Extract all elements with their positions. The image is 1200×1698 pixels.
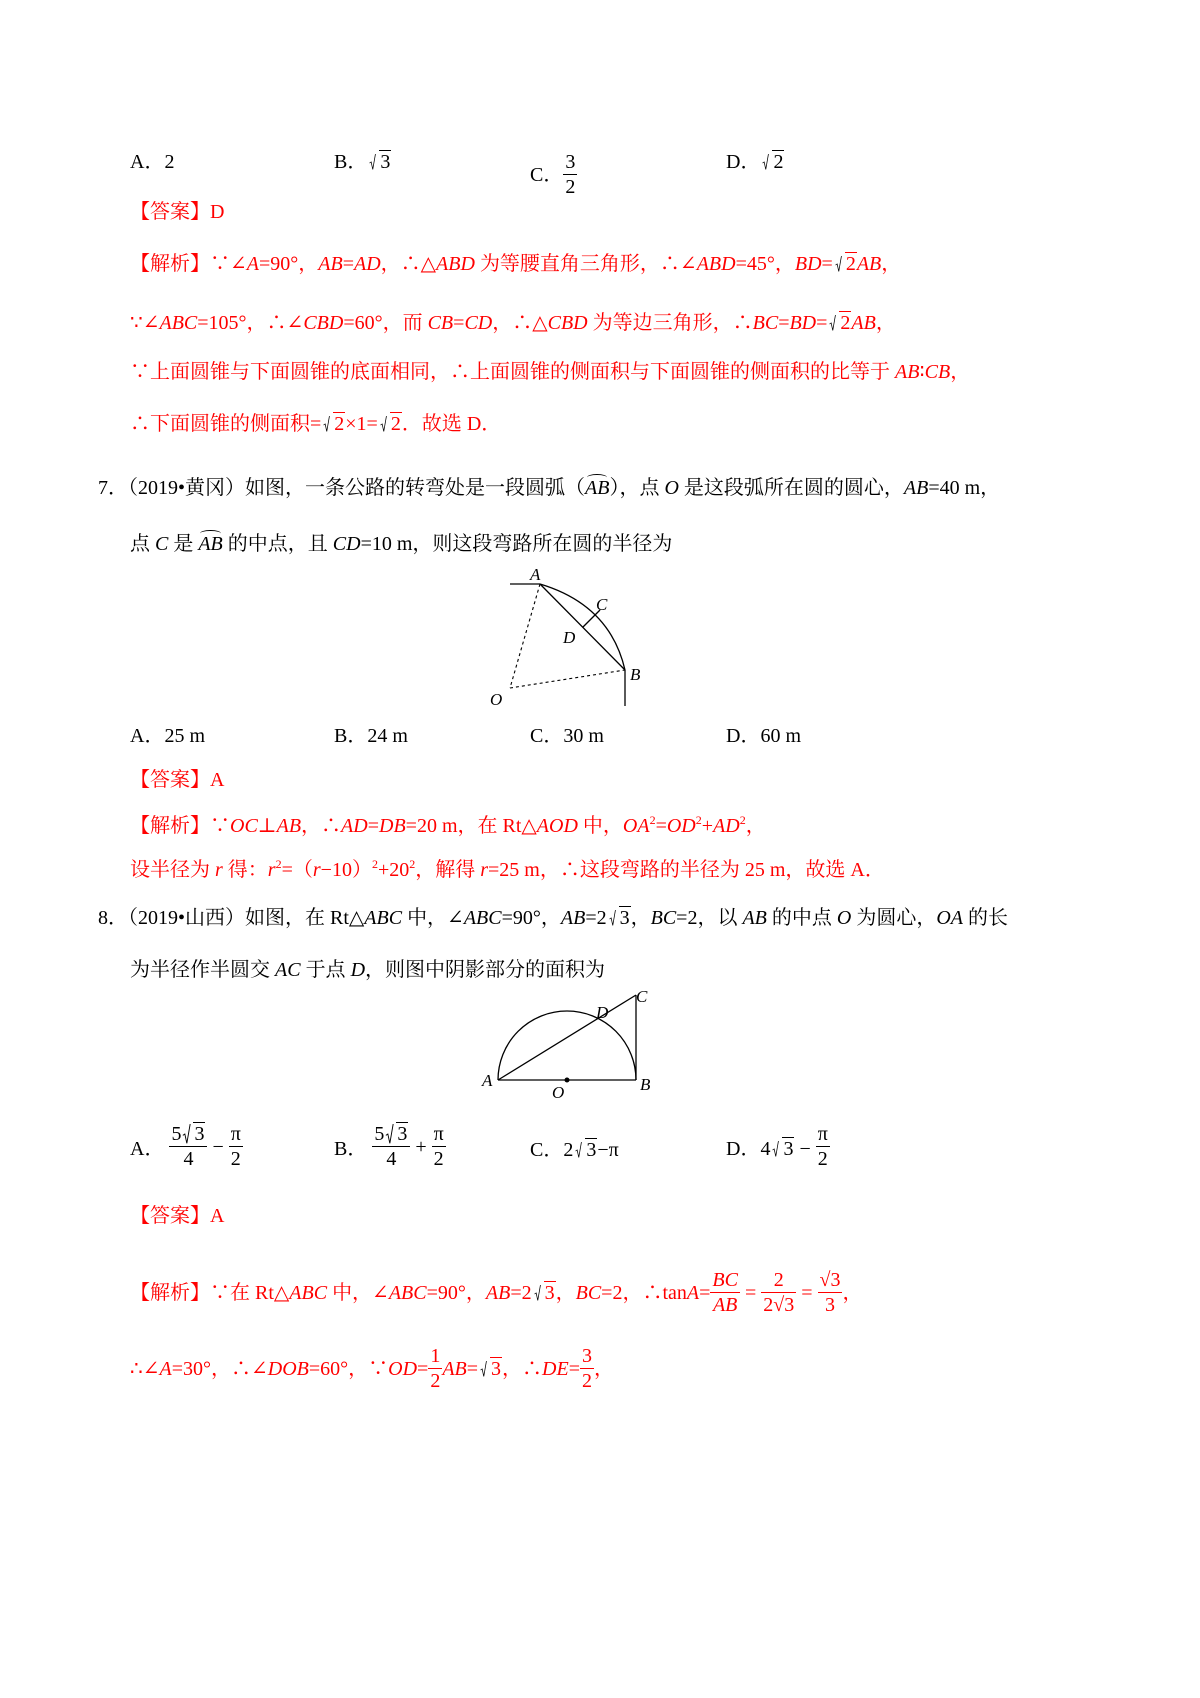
q6-option-d [726, 152, 784, 172]
math-variable: ABC [463, 907, 502, 929]
q8-option-c-radicand: 3 [586, 1139, 597, 1161]
math-variable: AB [318, 253, 343, 275]
q8-stem-line2 [130, 960, 605, 980]
q8-side-ac [498, 995, 636, 1080]
q8-option-b-pi: π [433, 1123, 444, 1145]
text-run: ×1= [345, 413, 378, 435]
math-variable: ABD [696, 253, 736, 275]
text-run: 的中点 [766, 907, 837, 929]
math-variable: CB [427, 312, 454, 334]
superscript: 2 [275, 857, 282, 871]
superscript: 2 [371, 857, 378, 871]
text-run: 7．（2019•黄冈）如图，一条公路的转弯处是一段圆弧（ [98, 477, 586, 499]
q8-option-d-pi-den: 2 [817, 1148, 828, 1170]
text-run: 点 [130, 533, 155, 555]
math-variable: A [686, 1282, 700, 1305]
q6-option-c-den: 2 [565, 176, 576, 198]
text-run: 的中点，且 [222, 533, 333, 555]
text-run: =2，∴tan [601, 1282, 687, 1305]
math-variable: AB [856, 253, 882, 275]
math-variable: ABC [388, 1282, 427, 1305]
math-variable: BC [650, 907, 677, 929]
q6-option-c-fraction [563, 150, 577, 199]
text-run: ∴下面圆锥的侧面积= [130, 413, 322, 435]
q8-label-b: B [640, 1075, 651, 1094]
text-run: 设半径为 [130, 859, 215, 881]
text-run: ∵上面圆锥与下面圆锥的底面相同，∴上面圆锥的侧面积与下面圆锥的侧面积的比等于 [130, 361, 895, 383]
q8-option-d [726, 1124, 830, 1173]
q7-chord-ab [540, 584, 625, 670]
q6-analysis-line3 [130, 362, 970, 382]
q6-analysis-line2 [130, 313, 896, 333]
q8-semicircle [498, 1011, 636, 1080]
q6-option-d-sqrt [760, 152, 784, 172]
math-variable: OC [230, 815, 258, 837]
numerator: √3 [819, 1269, 841, 1291]
sqrt-expr [321, 414, 345, 434]
text-run: = [342, 253, 354, 275]
math-variable: r [215, 859, 223, 881]
fraction [428, 1344, 442, 1393]
text-run: 是 [168, 533, 199, 555]
text-run: 中，∠ [402, 907, 464, 929]
q8-option-a-sqrt [181, 1122, 205, 1146]
q8-option-c-sqrt [573, 1140, 597, 1160]
fraction [818, 1268, 843, 1317]
text-run: =2 [510, 1282, 532, 1305]
denominator: 2√3 [763, 1294, 795, 1316]
numerator: BC [712, 1269, 738, 1291]
q7-analysis-line2 [130, 858, 885, 880]
text-run: = [466, 1358, 479, 1381]
math-variable: ABC [364, 907, 403, 929]
text-run: =2 [585, 907, 607, 929]
q7-label-d: D [563, 628, 576, 647]
q8-option-b [334, 1124, 446, 1173]
math-variable: AD [341, 815, 368, 837]
text-run: =90°， [258, 253, 319, 275]
fraction [761, 1268, 796, 1317]
q8-label-d: D [596, 1003, 609, 1022]
text-run: 为等边三角形，∴ [587, 312, 753, 334]
q8-option-a-coef: 5 [171, 1123, 182, 1145]
q6-analysis-line1 [130, 254, 901, 274]
text-run: =（ [281, 859, 313, 881]
math-variable: AB [903, 477, 929, 499]
sqrt-expr [532, 1283, 556, 1303]
math-variable: AB [276, 815, 302, 837]
q8-option-d-radicand: 3 [783, 1138, 794, 1161]
text-run: ，∴ [301, 815, 342, 837]
math-variable: BC [752, 312, 779, 334]
text-run: =30°，∴∠ [171, 1358, 268, 1381]
text-run: ， [555, 1282, 576, 1305]
q7-figure [480, 560, 660, 710]
q7-option-c: C．30 m [530, 725, 604, 747]
q8-label-a: A [482, 1071, 493, 1090]
math-variable: BD [789, 312, 817, 334]
q8-option-a-frac2 [229, 1122, 243, 1171]
text-run: 为圆心， [851, 907, 937, 929]
math-variable: A [246, 253, 259, 275]
text-run: 为半径作半圆交 [130, 959, 275, 981]
q7-analysis-line1 [130, 814, 766, 836]
math-variable: OA [622, 815, 650, 837]
text-run: = [568, 1358, 580, 1381]
numerator: 2 [761, 1268, 796, 1293]
math-variable: r [312, 859, 321, 881]
math-variable: A [159, 1358, 172, 1381]
math-variable: DE [542, 1358, 569, 1381]
text-run: =10 m，则这段弯路所在圆的半径为 [360, 533, 673, 555]
q6-option-d-radicand: 2 [773, 151, 784, 173]
text-run: +20 [377, 859, 410, 881]
radicand: 2 [845, 253, 856, 275]
math-variable: AB [742, 907, 767, 929]
math-variable: AC [275, 959, 301, 981]
q8-option-c-label: C． [530, 1139, 564, 1161]
text-run: ， [881, 253, 902, 275]
text-run: = [453, 312, 465, 334]
text-run: ， [950, 361, 971, 383]
text-run: =60°，而 [343, 312, 428, 334]
text-run: ，∴△ [492, 312, 548, 334]
q8-center-o [565, 1078, 570, 1083]
text-run: = [821, 253, 833, 275]
q7-option-d: D．60 m [726, 725, 801, 747]
q6-option-b [334, 152, 391, 172]
radicand: 2 [840, 312, 851, 334]
math-variable: OD [388, 1358, 418, 1381]
q6-option-b-radicand: 3 [380, 151, 391, 173]
text-run: 中，∠ [327, 1282, 389, 1305]
math-variable: AOD [536, 815, 578, 837]
text-run: ．故选 D． [401, 413, 502, 435]
math-variable: OD [666, 815, 696, 837]
denominator: 3 [824, 1294, 835, 1316]
math-variable: C [155, 533, 169, 555]
superscript: 2 [409, 857, 416, 871]
q6-option-c-label: C． [530, 164, 564, 187]
text-run: 【解析】∵∠ [130, 253, 247, 275]
q6-option-d-label: D． [726, 151, 761, 173]
text-run: ∴∠ [130, 1358, 160, 1381]
text-run: 得： [222, 859, 268, 881]
math-variable: AB [560, 907, 586, 929]
q8-option-d-pi: π [817, 1123, 828, 1145]
q8-analysis-line1 [130, 1270, 862, 1319]
q8-figure [476, 982, 666, 1102]
text-run: =60°，∵ [308, 1358, 389, 1381]
arc-notation: AB [198, 530, 222, 554]
math-variable: D [350, 959, 366, 981]
fraction [710, 1268, 740, 1317]
text-run: ，∴ [502, 1358, 543, 1381]
q7-label-o: O [490, 690, 503, 709]
denominator: AB [712, 1294, 738, 1316]
text-run: + [701, 815, 714, 837]
q8-option-b-pi-den: 2 [433, 1148, 444, 1170]
math-variable: AB [851, 312, 876, 334]
text-run: ， [630, 907, 651, 929]
text-run: ， [875, 312, 896, 334]
math-variable: ABC [289, 1282, 328, 1305]
sqrt-expr [478, 1359, 502, 1379]
text-run: ，∴△ [380, 253, 437, 275]
q7-radius-ob [510, 670, 625, 688]
q8-option-d-minus: − [799, 1138, 811, 1161]
text-run: = [778, 312, 790, 334]
q8-option-d-coef: 4 [760, 1138, 771, 1161]
q8-option-b-sqrt [384, 1122, 408, 1146]
math-variable: ABC [159, 312, 198, 334]
q8-option-a-frac1 [169, 1122, 207, 1171]
q7-label-b: B [630, 665, 641, 684]
q7-stem-line1 [98, 474, 1000, 498]
text-run: 中， [577, 815, 623, 837]
text-run: −10） [320, 859, 372, 881]
text-run: ∵∠ [130, 312, 160, 334]
q8-option-a-radicand: 3 [194, 1123, 205, 1145]
q8-option-d-sqrt [770, 1139, 794, 1159]
math-variable: O [836, 907, 852, 929]
math-variable: DB [379, 815, 406, 837]
denominator: 2 [430, 1370, 441, 1392]
text-run: =105°，∴∠ [197, 312, 304, 334]
q6-analysis-line4 [130, 414, 501, 434]
q8-option-a-den: 4 [183, 1148, 194, 1170]
text-run: = [699, 1282, 711, 1305]
math-variable: BD [794, 253, 822, 275]
text-run: 的长 [963, 907, 1009, 929]
q8-option-a-pi: π [230, 1123, 241, 1145]
q8-analysis-line2 [130, 1346, 614, 1395]
text-run: ），点 [609, 477, 665, 499]
q6-option-c [530, 140, 577, 198]
q6-option-b-label: B． [334, 151, 368, 173]
q8-option-b-coef: 5 [374, 1123, 385, 1145]
text-run: = [367, 815, 379, 837]
math-variable: BC [575, 1282, 602, 1305]
text-run: 【解析】∵在 Rt△ [130, 1282, 290, 1305]
math-variable: OA [936, 907, 964, 929]
q8-answer: 【答案】A [130, 1205, 225, 1227]
text-run: ∶ [919, 361, 925, 383]
q8-option-b-frac1 [372, 1122, 410, 1171]
text-run: ，解得 [415, 859, 481, 881]
q6-option-c-num: 3 [565, 151, 576, 173]
q6-answer: 【答案】D [130, 201, 225, 223]
q8-option-c-coef: 2 [563, 1139, 574, 1161]
q8-option-a [130, 1124, 243, 1173]
text-run: = [739, 1282, 762, 1305]
text-run: =25 m，∴这段弯路的半径为 25 m，故选 A． [488, 859, 885, 881]
text-run: ， [842, 1282, 863, 1305]
math-variable: r [480, 859, 489, 881]
q8-option-a-minus: − [212, 1136, 224, 1159]
math-variable: CBD [547, 312, 588, 334]
fraction [580, 1344, 594, 1393]
math-variable: O [664, 477, 679, 499]
radicand: 2 [334, 413, 345, 435]
q8-option-a-pi-den: 2 [230, 1148, 241, 1170]
q8-option-b-radicand: 3 [397, 1123, 408, 1145]
numerator: 3 [581, 1345, 592, 1367]
q8-option-c-tail: −π [597, 1139, 619, 1161]
q8-option-b-plus: + [415, 1136, 427, 1159]
superscript: 2 [739, 813, 746, 827]
text-run: = [796, 1282, 818, 1305]
arc-notation: AB [585, 474, 609, 498]
q7-label-c: C [596, 595, 608, 614]
math-variable: CBD [303, 312, 344, 334]
text-run: = [417, 1358, 429, 1381]
radicand: 3 [619, 907, 630, 929]
q8-option-d-label: D． [726, 1138, 761, 1161]
numerator: 1 [430, 1345, 441, 1367]
math-variable: CD [464, 312, 493, 334]
text-run: 是这段弧所在圆的圆心， [678, 477, 904, 499]
math-variable: CD [332, 533, 361, 555]
q7-answer: 【答案】A [130, 769, 225, 791]
q6-option-a: A．2 [130, 151, 175, 173]
math-variable: r [267, 859, 276, 881]
q7-stem-line2 [130, 530, 672, 554]
math-variable: DOB [267, 1358, 309, 1381]
q8-label-o: O [552, 1083, 565, 1102]
math-variable: AD [713, 815, 740, 837]
q8-option-b-label: B． [334, 1138, 368, 1161]
q7-label-a: A [530, 565, 541, 584]
q6-option-b-sqrt [367, 152, 391, 172]
q8-option-a-label: A． [130, 1138, 165, 1161]
q8-option-b-den: 4 [386, 1148, 397, 1170]
sqrt-expr [378, 414, 402, 434]
sqrt-expr [827, 313, 851, 333]
q8-option-d-frac [816, 1122, 830, 1171]
q7-option-b: B．24 m [334, 725, 408, 747]
radicand: 3 [544, 1282, 555, 1305]
text-run: = [816, 312, 828, 334]
math-variable: AD [353, 253, 381, 275]
text-run: =90°， [426, 1282, 486, 1305]
math-variable: ABD [436, 253, 475, 275]
math-variable: AB [485, 1282, 511, 1305]
text-run: ⊥ [257, 815, 277, 837]
text-run: ， [745, 815, 766, 837]
sqrt-expr [833, 254, 857, 274]
text-run: =20 m，在 Rt△ [405, 815, 537, 837]
math-variable: AB [442, 1358, 467, 1381]
text-run: =90°， [501, 907, 561, 929]
q8-stem-line1 [98, 908, 1008, 928]
q8-label-c: C [636, 987, 648, 1006]
text-run: 为等腰直角三角形，∴∠ [474, 253, 697, 275]
text-run: ，则图中阴影部分的面积为 [365, 959, 606, 981]
text-run: =45°， [735, 253, 795, 275]
text-run: = [655, 815, 667, 837]
sqrt-expr [607, 908, 631, 928]
denominator: 2 [581, 1370, 592, 1392]
text-run: =2，以 [676, 907, 743, 929]
text-run: ， [593, 1358, 614, 1381]
q7-option-a: A．25 m [130, 725, 205, 747]
superscript: 2 [649, 813, 656, 827]
q8-option-b-frac2 [432, 1122, 446, 1171]
radicand: 3 [491, 1358, 502, 1381]
text-run: =40 m， [928, 477, 1001, 499]
q8-option-c [530, 1140, 619, 1160]
math-variable: CB [924, 361, 951, 383]
math-variable: AB [895, 361, 920, 383]
text-run: 8．（2019•山西）如图，在 Rt△ [98, 907, 365, 929]
q7-radius-oa [510, 584, 540, 688]
radicand: 2 [390, 413, 401, 435]
text-run: 于点 [300, 959, 351, 981]
text-run: 【解析】∵ [130, 815, 230, 837]
superscript: 2 [695, 813, 702, 827]
